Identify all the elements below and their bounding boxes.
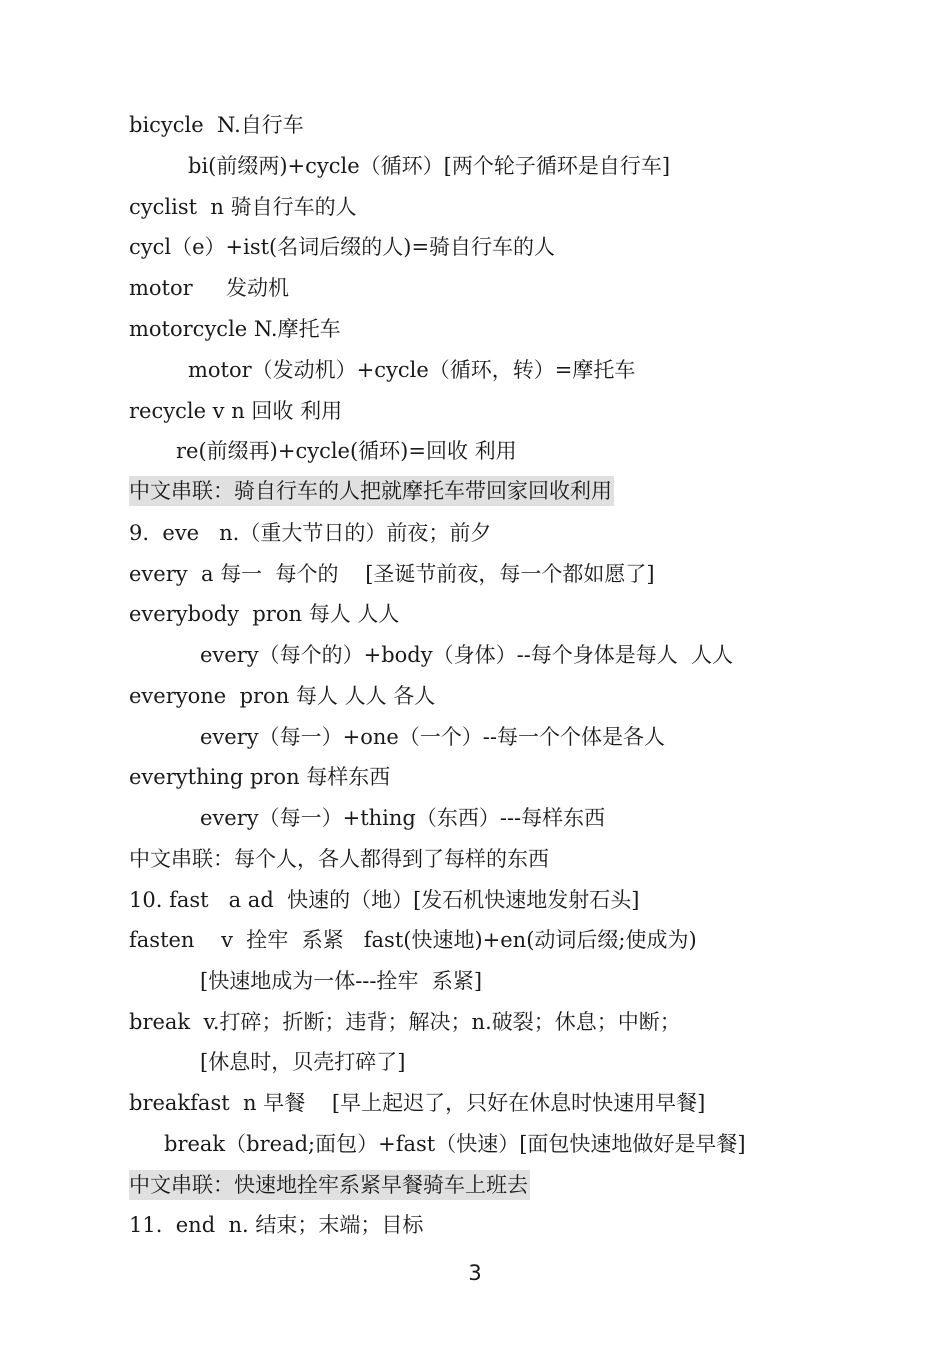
etymology-line: re(前缀再)+cycle(循环)=回收 利用	[176, 439, 517, 463]
page-number: 3	[468, 1261, 482, 1285]
etymology-line: [快速地成为一体---拴牢 系紧]	[200, 969, 483, 993]
vocab-line: cyclist n 骑自行车的人	[129, 195, 357, 219]
vocab-line: everybody pron 每人 人人	[129, 602, 400, 626]
chinese-summary-highlight: 中文串联：骑自行车的人把就摩托车带回家回收利用	[129, 476, 614, 506]
vocab-line: motor 发动机	[129, 276, 290, 300]
vocab-line: 9. eve n.（重大节日的）前夜；前夕	[129, 521, 492, 545]
chinese-summary-highlight: 中文串联：快速地拴牢系紧早餐骑车上班去	[129, 1170, 530, 1200]
vocab-line: 10. fast a ad 快速的（地）[发石机快速地发射石头]	[129, 888, 640, 912]
vocab-line: bicycle N.自行车	[129, 113, 304, 137]
vocab-line: everyone pron 每人 人人 各人	[129, 684, 436, 708]
vocab-line: fasten v 拴牢 系紧 fast(快速地)+en(动词后缀;使成为)	[129, 928, 697, 952]
etymology-line: [休息时，贝壳打碎了]	[200, 1050, 406, 1074]
etymology-line: motor（发动机）+cycle（循环，转）=摩托车	[188, 358, 636, 382]
vocab-line: recycle v n 回收 利用	[129, 399, 343, 423]
vocab-line: 11. end n. 结束；末端；目标	[129, 1213, 424, 1237]
vocab-line: breakfast n 早餐 [早上起迟了，只好在休息时快速用早餐]	[129, 1091, 706, 1115]
etymology-line: every（每一）+thing（东西）---每样东西	[200, 806, 606, 830]
vocab-line: every a 每一 每个的 [圣诞节前夜，每一个都如愿了]	[129, 562, 655, 586]
vocab-line: motorcycle N.摩托车	[129, 317, 341, 341]
vocab-line: break v.打碎；折断；违背；解决；n.破裂；休息；中断；	[129, 1010, 681, 1034]
etymology-line: every（每一）+one（一个）--每一个个体是各人	[200, 725, 666, 749]
etymology-line: every（每个的）+body（身体）--每个身体是每人 人人	[200, 643, 734, 667]
chinese-summary: 中文串联：每个人，各人都得到了每样的东西	[129, 847, 549, 871]
etymology-line: bi(前缀两)+cycle（循环）[两个轮子循环是自行车]	[188, 154, 671, 178]
vocab-line: everything pron 每样东西	[129, 765, 391, 789]
etymology-line: break（bread;面包）+fast（快速）[面包快速地做好是早餐]	[164, 1132, 746, 1156]
etymology-line: cycl（e）+ist(名词后缀的人)=骑自行车的人	[129, 235, 556, 259]
